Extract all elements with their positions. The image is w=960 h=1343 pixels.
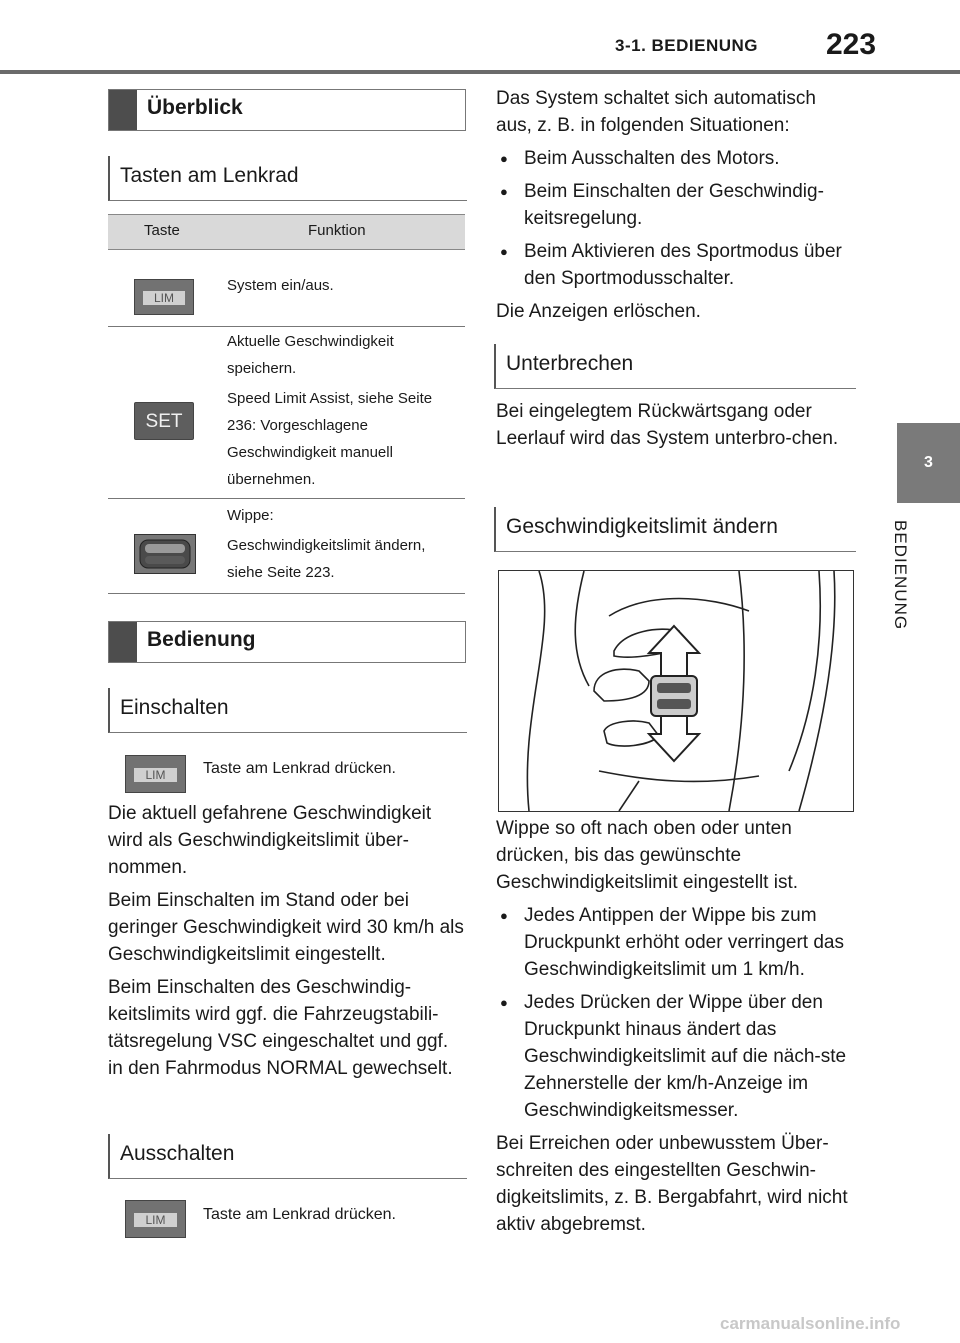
bullet-item: ● Beim Ausschalten des Motors.: [496, 145, 856, 172]
paragraph: Bei Erreichen oder unbewusstem Über-schreiten des eingestellten Geschwin-digkeitslimits, z. B. Bergabfahrt, wird nicht aktiv abgebremst.: [496, 1133, 848, 1235]
table-divider: [108, 593, 465, 594]
set-button-label: SET: [145, 411, 183, 432]
paragraph: Die Anzeigen erlöschen.: [496, 301, 701, 322]
subheading-text: Geschwindigkeitslimit ändern: [506, 515, 778, 538]
table-header: [108, 214, 465, 250]
paragraph: Wippe so oft nach oben oder unten drücken, bis das gewünschte Geschwindigkeitslimit eingestellt ist.: [496, 818, 799, 893]
page-number: 223: [826, 28, 877, 61]
lim-button-image: [125, 1200, 186, 1238]
table-row-2-text-2: Speed Limit Assist, siehe Seite 236: Vorgeschlagene Geschwindigkeit manuell übernehmen.: [227, 390, 433, 488]
bullet-item: ● Beim Aktivieren des Sportmodus über den Sportmodusschalter.: [496, 238, 856, 292]
watermark: carmanualsonline.info: [720, 1314, 901, 1333]
aendern-body: [496, 815, 856, 1244]
section-title: Überblick: [147, 96, 243, 119]
subheading-text: Ausschalten: [120, 1142, 235, 1165]
header-section-title: 3-1. BEDIENUNG: [615, 36, 759, 55]
header-rule: [0, 70, 960, 74]
paragraph: Beim Einschalten im Stand oder bei geringer Geschwindigkeit wird 30 km/h als Geschwindigkeitslimit eingestellt.: [108, 890, 464, 965]
section-bar: [109, 90, 137, 130]
paragraph: Das System schaltet sich automatisch aus, z. B. in folgenden Situationen:: [496, 88, 816, 136]
rocker-button-image: [134, 534, 196, 574]
steering-wheel-illustration: [498, 570, 854, 812]
table-row-1-text: System ein/aus.: [227, 277, 334, 294]
subheading-text: Tasten am Lenkrad: [120, 164, 299, 187]
table-row-3-text-1: Wippe:: [227, 507, 274, 524]
table-divider: [108, 326, 465, 327]
right-top-body: [496, 85, 856, 331]
subheading-unterbrechen: [494, 344, 856, 389]
chapter-label: [891, 520, 938, 680]
steering-wheel-rocker-icon: [499, 571, 853, 811]
lim-button-image: [125, 755, 186, 793]
section-bar: [109, 622, 137, 662]
subheading-aendern: [494, 507, 856, 552]
table-row-2-text-1: Aktuelle Geschwindigkeit speichern.: [227, 333, 394, 377]
bullet-item: ● Jedes Antippen der Wippe bis zum Druckpunkt erhöht oder verringert das Geschwindigkeitslimit um 1 km/h.: [496, 902, 856, 983]
section-ueberblick: [108, 89, 466, 131]
subheading-tasten: [108, 156, 467, 201]
subheading-ausschalten: [108, 1134, 467, 1179]
bullet-item: ● Jedes Drücken der Wippe über den Druckpunkt hinaus ändert das Geschwindigkeitslimit auf die näch-ste Zehnerstelle der km/h-Anzeige im Geschwindigkeitsmesser.: [496, 989, 856, 1124]
lim-button-label: LIM: [134, 768, 177, 782]
bullet-item: ● Beim Einschalten der Geschwindig-keitsregelung.: [496, 178, 856, 232]
section-bedienung: [108, 621, 466, 663]
section-title: Bedienung: [147, 628, 256, 651]
unterbrechen-body: Bei eingelegtem Rückwärtsgang oder Leerlauf wird das System unterbro-chen.: [496, 401, 839, 449]
subheading-einschalten: [108, 688, 467, 733]
rocker-switch-icon: [135, 535, 195, 573]
lim-button-label: LIM: [143, 291, 185, 305]
col-taste: Taste: [144, 222, 180, 239]
lim-button-image: [134, 279, 194, 315]
chapter-label-text: BEDIENUNG: [891, 520, 910, 631]
set-button-image: [134, 402, 194, 440]
subheading-text: Einschalten: [120, 696, 229, 719]
chapter-tab: 3: [897, 423, 960, 503]
einschalten-body: [108, 800, 468, 1088]
table-row-3-text-2: Geschwindigkeitslimit ändern, siehe Seite 223.: [227, 537, 426, 581]
lim-button-label: LIM: [134, 1213, 177, 1227]
table-divider: [108, 498, 465, 499]
einschalten-instruction: Taste am Lenkrad drücken.: [203, 760, 396, 777]
paragraph: Beim Einschalten des Geschwindig-keitslimits wird ggf. die Fahrzeugstabili-tätsregelung VSC eingeschaltet und ggf. in den Fahrmodus NORMAL gewechselt.: [108, 977, 453, 1079]
paragraph: Die aktuell gefahrene Geschwindigkeit wird als Geschwindigkeitslimit über-nommen.: [108, 803, 432, 878]
ausschalten-instruction: Taste am Lenkrad drücken.: [203, 1206, 396, 1223]
subheading-text: Unterbrechen: [506, 352, 634, 375]
col-funktion: Funktion: [308, 222, 366, 239]
